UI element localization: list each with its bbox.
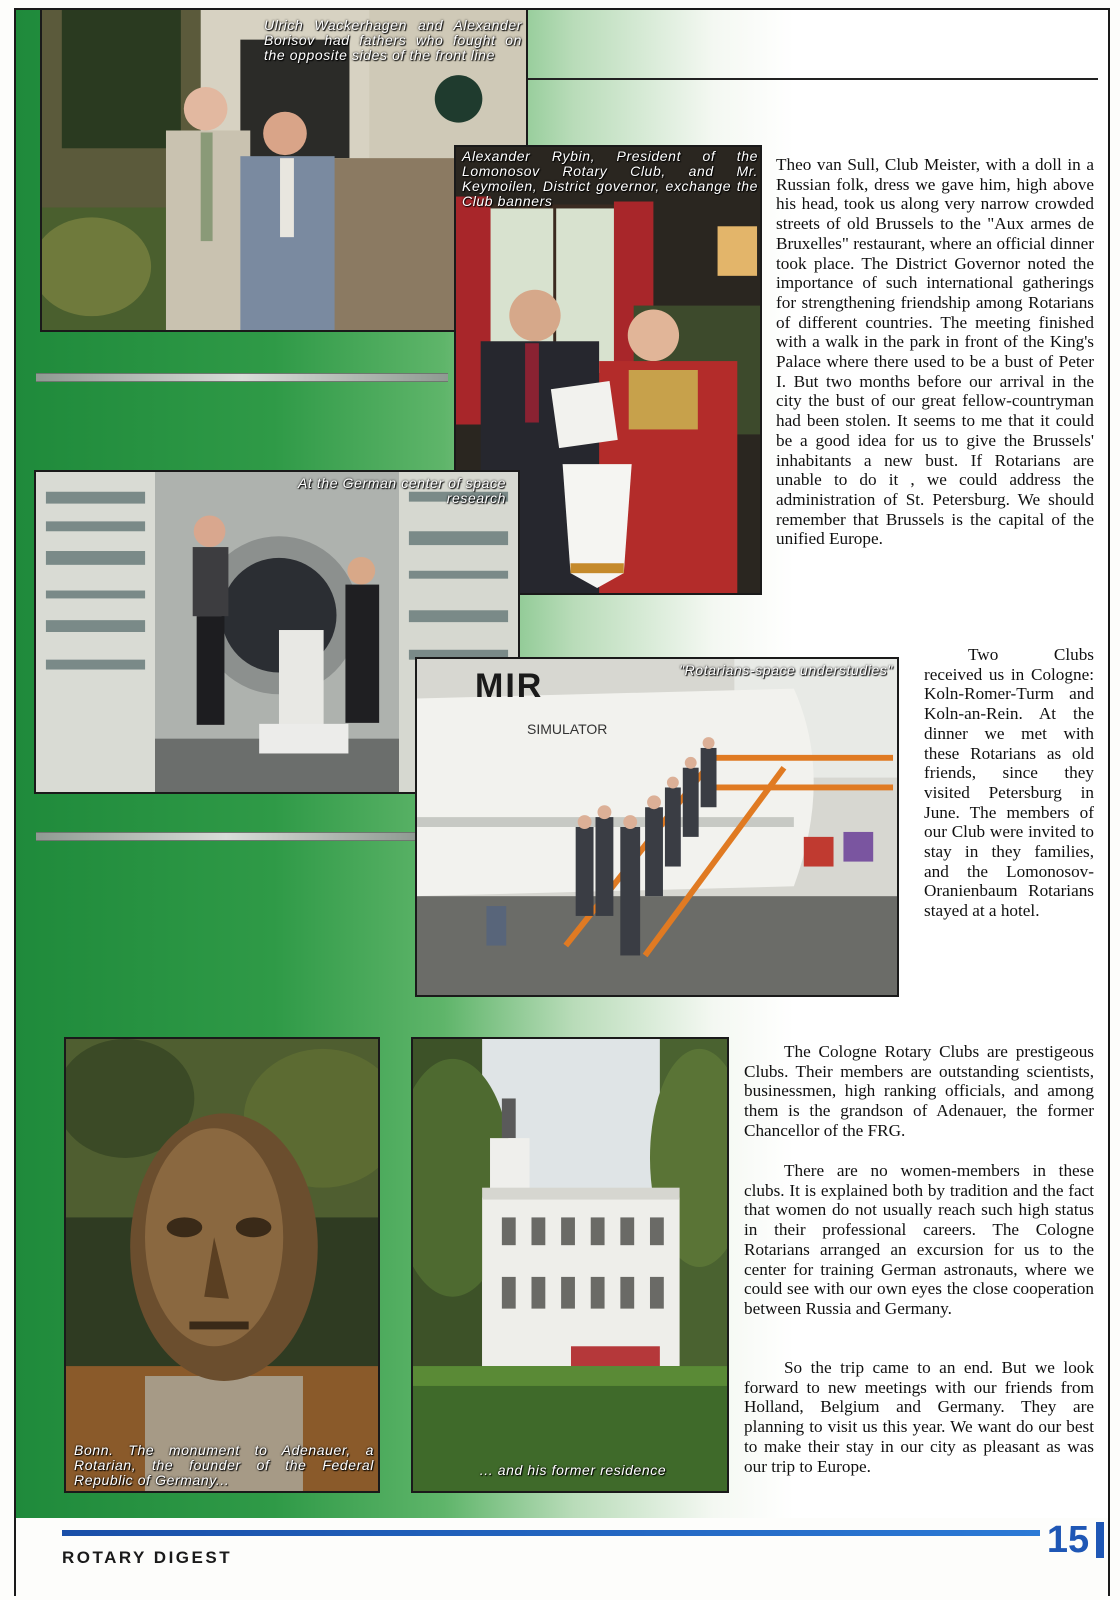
caption-space-center: At the German center of space research bbox=[297, 475, 506, 506]
article-paragraph-1: Theo van Sull, Club Meister, with a doll in a Russian folk, dress we gave him, high above his head, took us along very narrow crowded streets of old Brussels to the "Aux armes de Bruxelles" restaurant, where an official dinner took place. The District Governor noted the importance of such international gatherings for strengthening friendship among Rotarians of different countries. The meeting finished with a walk in the park in front of the King's Palace where there used to be a bust of Peter I. But two months before our arrival in the city the bust of our great fellow-countryman had been stolen. It seems to me that it could be a good idea for us to give the Brussels' inhabitants a new bust. If Rotarians are unable to do it , we could address the administration of St. Petersburg. We should remember that Brussels is the capital of the unified Europe. bbox=[776, 155, 1094, 549]
caption-residence: ... and his former residence bbox=[479, 1462, 667, 1478]
photo-space-understudies bbox=[415, 657, 899, 997]
caption-adenauer: Bonn. The monument to Adenauer, a Rotarian, the founder of the Federal Republic of Germany... bbox=[74, 1442, 374, 1488]
page-number: 15 bbox=[1046, 1519, 1090, 1561]
page-border-left bbox=[14, 8, 16, 1596]
caption-wackerhagen: Ulrich Wackerhagen and Alexander Borisov had fathers who fought on the opposite sides of the front line bbox=[264, 17, 522, 63]
publication-title: ROTARY DIGEST bbox=[62, 1548, 233, 1567]
page-border-right bbox=[1108, 8, 1110, 1596]
photo-adenauer-monument bbox=[64, 1037, 380, 1493]
caption-space-understudies: "Rotarians-space understudies" bbox=[679, 662, 893, 678]
simulator-brand: MIR bbox=[475, 667, 544, 705]
article-paragraph-5: So the trip came to an end. But we look forward to new meetings with our friends from Holland, Belgium and Germany. They are planning to visit us this year. We want do our best to make their stay in our city as pleasant as was our trip to Europe. bbox=[744, 1358, 1094, 1476]
photo-adenauer-residence bbox=[411, 1037, 729, 1493]
divider-bar-1 bbox=[36, 373, 448, 382]
top-rule bbox=[528, 78, 1098, 80]
article-paragraph-3: The Cologne Rotary Clubs are prestigeous Clubs. Their members are outstanding scientists, businessmen, high ranking officials, and among them is the grandson of Adenauer, the former Chancellor of the FRG. bbox=[744, 1042, 1094, 1140]
footer-bar bbox=[62, 1530, 1040, 1536]
article-paragraph-2: Two Clubs received us in Cologne: Koln-Romer-Turm and Koln-an-Rein. At the dinner we met with these Rotarians as old friends, since they visited Petersburg in June. The members of our Club were invited to stay in they families, and the Lomonosov-Oranienbaum Rotarians stayed at a hotel. bbox=[924, 645, 1094, 921]
page-number-tab bbox=[1096, 1522, 1104, 1558]
caption-banner-exchange: Alexander Rybin, President of the Lomonosov Rotary Club, and Mr. Keymoilen, District governor, exchange the Club banners bbox=[462, 148, 758, 209]
simulator-label: SIMULATOR bbox=[527, 721, 608, 737]
article-paragraph-4: There are no women-members in these clubs. It is explained both by tradition and the fact that women do not usually reach such high status in their professional careers. The Cologne Rotarians arranged an excursion for us to the center for training German astronauts, where we could see with our own eyes the close cooperation between Russia and Germany. bbox=[744, 1161, 1094, 1318]
divider-bar-2 bbox=[36, 832, 416, 841]
